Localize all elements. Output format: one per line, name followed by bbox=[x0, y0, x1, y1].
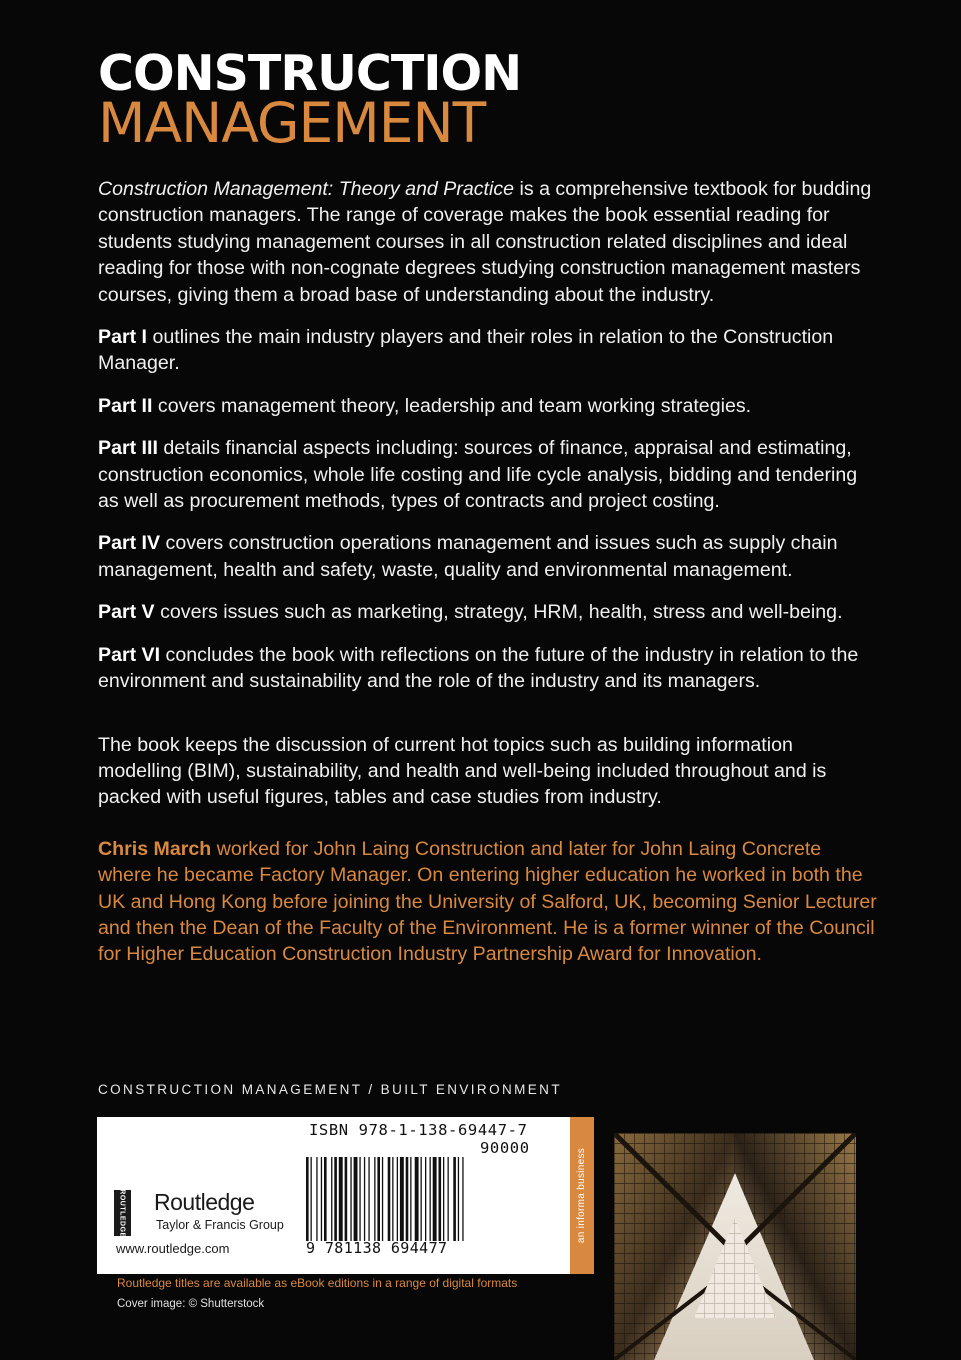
part-1-paragraph bbox=[98, 324, 878, 377]
intro-text: is a comprehensive textbook for budding construction managers. The range of coverage makes the book essential reading for students studying management courses in all construction related disciplines and ideal reading for those with non-cognate degrees studying construction management masters courses, giving them a broad base of understanding about the industry. bbox=[98, 178, 872, 306]
part-6-paragraph bbox=[98, 642, 878, 695]
intro-paragraph bbox=[98, 176, 878, 308]
ebook-note: Routledge titles are available as eBook editions in a range of digital formats bbox=[117, 1276, 518, 1290]
routledge-logo-icon bbox=[114, 1190, 131, 1236]
author-bio-text: worked for John Laing Construction and later for John Laing Concrete where he became Factory Manager. On entering higher education he worked in both the UK and Hong Kong before joining the University of Salford, UK, becoming Senior Lecturer and then the Dean of the Faculty of the Environment. He is a former winner of the Council for Higher Education Construction Industry Partnership Award for Innovation. bbox=[98, 837, 877, 966]
publisher-group: Taylor & Francis Group bbox=[156, 1218, 284, 1232]
title-line-2: MANAGEMENT bbox=[98, 91, 486, 155]
part-3-label: Part III bbox=[98, 437, 158, 460]
isbn-text: ISBN 978-1-138-69447-7 bbox=[309, 1121, 528, 1139]
part-2-text: covers management theory, leadership and team working strategies. bbox=[152, 394, 752, 417]
part-6-text: concludes the book with reflections on the future of the industry in relation to the environment and sustainability and the role of the industry and its managers. bbox=[98, 643, 859, 693]
part-5-text: covers issues such as marketing, strategy, HRM, health, stress and well-being. bbox=[154, 601, 843, 624]
part-4-paragraph bbox=[98, 530, 878, 583]
cover-credit: Cover image: © Shutterstock bbox=[117, 1298, 265, 1310]
part-1-text: outlines the main industry players and their roles in relation to the Construction Manager. bbox=[98, 326, 834, 375]
part-2-label: Part II bbox=[98, 394, 153, 417]
book-title-italic: Construction Management: Theory and Practice bbox=[98, 178, 515, 200]
informa-label-wrap bbox=[570, 1117, 594, 1274]
part-5-paragraph bbox=[98, 599, 878, 625]
category-label: CONSTRUCTION MANAGEMENT / BUILT ENVIRONMENT bbox=[98, 1082, 562, 1097]
informa-label: an informa business bbox=[576, 1147, 588, 1244]
publisher-name: Routledge bbox=[154, 1189, 255, 1215]
part-4-label: Part IV bbox=[98, 532, 161, 555]
author-bio bbox=[98, 836, 878, 968]
cover-image-building bbox=[614, 1133, 856, 1360]
part-3-text: details financial aspects including: sources of finance, appraisal and estimating, construction economics, whole life costing and life cycle analysis, bidding and tendering as well as procurement methods, types of contracts and project costing. bbox=[98, 437, 858, 513]
part-2-paragraph bbox=[98, 393, 878, 419]
publisher-website[interactable]: www.routledge.com bbox=[116, 1241, 230, 1256]
price-code: 90000 bbox=[480, 1139, 530, 1157]
part-4-text: covers construction operations management and issues such as supply chain management, health and safety, waste, quality and environmental management. bbox=[98, 532, 838, 581]
part-6-label: Part VI bbox=[98, 643, 161, 666]
part-5-label: Part V bbox=[98, 601, 155, 624]
author-name: Chris March bbox=[98, 837, 212, 860]
part-3-paragraph bbox=[98, 435, 878, 514]
description bbox=[98, 176, 878, 968]
part-1-label: Part I bbox=[98, 326, 148, 349]
routledge-logo-text: ROUTLEDGE bbox=[119, 1188, 127, 1238]
barcode-number: 9 781138 694477 bbox=[306, 1239, 448, 1257]
title-line-1: CONSTRUCTION bbox=[98, 45, 522, 102]
closing-paragraph: The book keeps the discussion of current hot topics such as building information modelling (BIM), sustainability, and health and well-being included throughout and is packed with useful figures, tables and case studies from industry. bbox=[98, 733, 827, 809]
barcode-icon bbox=[306, 1157, 556, 1241]
